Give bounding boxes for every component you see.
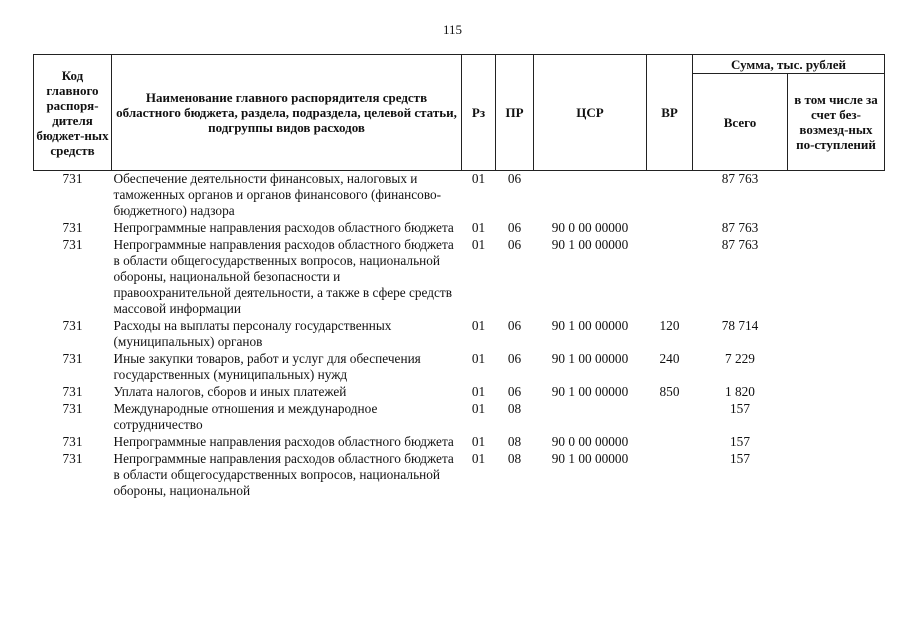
cell-total: 157 (730, 401, 750, 416)
cell-code: 731 (62, 351, 83, 366)
table-body (34, 171, 885, 501)
cell-code: 731 (62, 451, 83, 466)
table-row (34, 401, 885, 434)
header-rz: Рз (462, 55, 496, 171)
cell-code: 731 (62, 237, 83, 252)
cell-total: 87 763 (721, 220, 759, 235)
cell-rz: 01 (471, 220, 486, 235)
cell-gratuitous (788, 237, 885, 318)
cell-csr: 90 0 00 00000 (551, 220, 629, 235)
cell-vr (647, 451, 693, 500)
cell-code: 731 (62, 171, 83, 186)
cell-total: 1 820 (725, 384, 755, 399)
header-name: Наименование главного распорядителя средств областного бюджета, раздела, подраздела, целевой статьи, подгруппы видов расходов (112, 55, 462, 171)
cell-gratuitous (788, 384, 885, 401)
cell-total: 7 229 (725, 351, 755, 366)
cell-vr: 120 (659, 318, 680, 333)
cell-total: 157 (730, 434, 750, 449)
table-row (34, 220, 885, 237)
cell-pr: 06 (507, 384, 522, 399)
cell-rz: 01 (471, 171, 486, 186)
cell-total: 157 (730, 451, 750, 466)
page-number: 115 (442, 22, 463, 37)
cell-vr (647, 401, 693, 434)
header-gratuitous: в том числе за счет без-возмезд-ных по-ступлений (788, 74, 885, 171)
cell-gratuitous (788, 220, 885, 237)
cell-csr: 90 1 00 00000 (551, 318, 629, 333)
cell-vr (647, 171, 693, 221)
cell-total: 87 763 (721, 237, 759, 252)
header-csr: ЦСР (534, 55, 647, 171)
header-total: Всего (693, 74, 788, 171)
cell-gratuitous (788, 434, 885, 451)
cell-csr (534, 171, 647, 221)
cell-name: Непрограммные направления расходов областного бюджета (113, 434, 454, 449)
table-row (34, 171, 885, 221)
table-header (34, 55, 885, 171)
cell-gratuitous (788, 351, 885, 384)
cell-code: 731 (62, 384, 83, 399)
table-row (34, 434, 885, 451)
cell-rz: 01 (471, 384, 486, 399)
cell-rz: 01 (471, 434, 486, 449)
cell-vr: 240 (659, 351, 680, 366)
cell-total: 78 714 (721, 318, 759, 333)
cell-name: Расходы на выплаты персоналу государственных (муниципальных) органов (113, 318, 392, 349)
cell-code: 731 (62, 434, 83, 449)
cell-vr (647, 434, 693, 451)
cell-pr: 08 (507, 401, 522, 416)
cell-code: 731 (62, 318, 83, 333)
cell-rz: 01 (471, 318, 486, 333)
table-row (34, 318, 885, 351)
table-row (34, 451, 885, 500)
header-pr: ПР (496, 55, 534, 171)
cell-name: Непрограммные направления расходов областного бюджета в области общегосударственных вопросов, национальной обороны, национальной безопасности и правоохранительной деятельности, а также в сфере средств массовой информации (113, 237, 454, 316)
cell-csr: 90 1 00 00000 (551, 384, 629, 399)
header-code: Код главного распоря-дителя бюджет-ных средств (34, 55, 112, 171)
cell-name: Иные закупки товаров, работ и услуг для обеспечения государственных (муниципальных) нужд (113, 351, 421, 382)
table-row (34, 384, 885, 401)
cell-name: Обеспечение деятельности финансовых, налоговых и таможенных органов и органов финансового (финансово-бюджетного) надзора (113, 171, 442, 218)
cell-vr (647, 220, 693, 237)
table-row (34, 237, 885, 318)
cell-rz: 01 (471, 401, 486, 416)
cell-pr: 06 (507, 351, 522, 366)
cell-csr (534, 401, 647, 434)
cell-rz: 01 (471, 237, 486, 252)
header-sum: Сумма, тыс. рублей (693, 55, 885, 74)
cell-name: Уплата налогов, сборов и иных платежей (113, 384, 347, 399)
cell-vr (647, 237, 693, 318)
cell-csr: 90 1 00 00000 (551, 451, 629, 466)
budget-table (33, 54, 885, 500)
cell-csr: 90 1 00 00000 (551, 237, 629, 252)
cell-total: 87 763 (721, 171, 759, 186)
cell-pr: 08 (507, 434, 522, 449)
cell-rz: 01 (471, 451, 486, 466)
cell-pr: 08 (507, 451, 522, 466)
cell-gratuitous (788, 171, 885, 221)
cell-code: 731 (62, 401, 83, 416)
cell-csr: 90 0 00 00000 (551, 434, 629, 449)
cell-name: Непрограммные направления расходов областного бюджета в области общегосударственных вопросов, национальной обороны, национальной (113, 451, 454, 498)
cell-gratuitous (788, 451, 885, 500)
cell-code: 731 (62, 220, 83, 235)
cell-pr: 06 (507, 237, 522, 252)
cell-rz: 01 (471, 351, 486, 366)
cell-pr: 06 (507, 220, 522, 235)
cell-name: Непрограммные направления расходов областного бюджета (113, 220, 454, 235)
cell-name: Международные отношения и международное сотрудничество (113, 401, 378, 432)
cell-csr: 90 1 00 00000 (551, 351, 629, 366)
cell-gratuitous (788, 318, 885, 351)
cell-vr: 850 (659, 384, 680, 399)
cell-pr: 06 (507, 318, 522, 333)
header-vr: ВР (647, 55, 693, 171)
cell-gratuitous (788, 401, 885, 434)
table-row (34, 351, 885, 384)
cell-pr: 06 (507, 171, 522, 186)
